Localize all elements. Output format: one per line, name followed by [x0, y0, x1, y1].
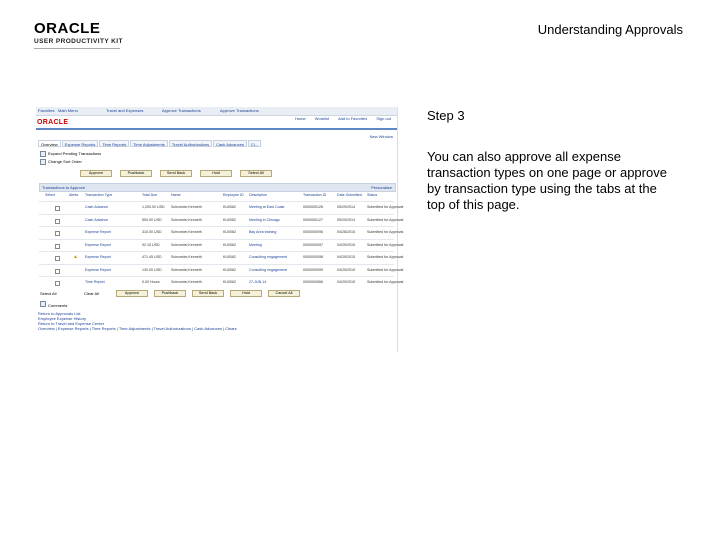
cell-id: 0000000097 — [303, 242, 323, 247]
col-empid[interactable]: Employee ID — [223, 193, 244, 197]
sort-section-label: Change Sort Order — [48, 159, 82, 165]
cell-type[interactable]: Time Report — [85, 280, 105, 284]
warning-icon: ▲ — [73, 254, 78, 260]
row-select-checkbox[interactable] — [55, 231, 60, 236]
pushback-button[interactable]: Pushback — [154, 290, 186, 297]
cell-id: 0000000126 — [303, 205, 323, 209]
cell-desc[interactable]: Meeting in Chicago — [249, 217, 280, 222]
table-row — [39, 276, 404, 289]
bottom-tab-links[interactable]: Overview | Expense Reports | Time Reports | Time Adjustments | Travel Authorizations | Cash Advances | Clears — [38, 326, 237, 331]
cell-type[interactable]: Expense Report — [85, 255, 111, 259]
row-select-checkbox[interactable] — [55, 281, 60, 286]
cell-name: Schroeder,Kenneth — [171, 242, 202, 247]
row-select-checkbox[interactable] — [55, 219, 60, 224]
cell-due: 500.00 USD — [142, 217, 162, 222]
cell-date: 05/29/2014 — [337, 205, 355, 209]
tab-time-reports[interactable]: Time Reports — [99, 140, 129, 147]
cell-status: Submitted for Approval — [367, 267, 404, 272]
page-title: Understanding Approvals — [537, 22, 683, 37]
breadcrumb-item[interactable]: Approve Transactions — [162, 108, 201, 113]
cell-type[interactable]: Expense Report — [85, 242, 111, 247]
col-type[interactable]: Transaction Type — [85, 193, 113, 197]
select-all-button[interactable]: Select All — [240, 170, 272, 177]
breadcrumb-item[interactable]: Favorites — [38, 108, 55, 113]
bottom-links — [38, 311, 237, 331]
cell-due: 0.00 Hours — [142, 280, 160, 284]
select-all-link[interactable]: Select All — [40, 291, 57, 296]
tab-bar — [38, 140, 262, 147]
sort-section[interactable] — [40, 159, 82, 165]
comments-section[interactable] — [40, 301, 67, 308]
send-back-button[interactable]: Send Back — [160, 170, 192, 177]
cell-desc[interactable]: Consulting engagement — [249, 267, 287, 272]
cell-due: 471.45 USD — [142, 255, 162, 259]
table-row — [39, 251, 404, 264]
cell-empid: KU0062 — [223, 267, 236, 272]
expand-icon — [40, 151, 46, 157]
cell-name: Schroeder,Kenneth — [171, 205, 202, 209]
logo-divider — [34, 48, 120, 49]
col-select[interactable]: Select — [45, 193, 55, 197]
table-row — [39, 226, 404, 239]
hold-button[interactable]: Hold — [230, 290, 262, 297]
col-status[interactable]: Status — [367, 193, 378, 197]
step-label: Step 3 — [427, 108, 465, 123]
cell-type[interactable]: Expense Report — [85, 267, 111, 272]
cell-name: Schroeder,Kenneth — [171, 230, 202, 234]
col-total[interactable]: Total Due — [142, 193, 158, 197]
table-row — [39, 264, 404, 277]
cell-type[interactable]: Expense Report — [85, 230, 111, 234]
cell-date: 04/29/2015 — [337, 255, 355, 259]
row-select-checkbox[interactable] — [55, 256, 60, 261]
row-select-checkbox[interactable] — [55, 269, 60, 274]
return-approvals-link[interactable]: Return to Approvals List — [38, 311, 81, 316]
cell-desc[interactable]: Consulting engagement — [249, 255, 287, 259]
cell-status: Submitted for Approval — [367, 255, 404, 259]
breadcrumb-item[interactable]: Travel and Expenses — [106, 108, 144, 113]
tab-time-adjustments[interactable]: Time Adjustments — [130, 140, 168, 147]
grid-title: Transactions to Approve — [42, 185, 85, 190]
cell-id: 0000000099 — [303, 267, 323, 272]
cell-empid: KU0062 — [223, 242, 236, 247]
cell-id: 0000000096 — [303, 230, 323, 234]
breadcrumb-item[interactable]: Main Menu — [58, 108, 78, 113]
expense-history-link[interactable]: Employee Expense History — [38, 316, 87, 321]
oracle-upk-logo — [34, 22, 123, 45]
cell-status: Submitted for Approval — [367, 230, 404, 234]
top-button-row — [80, 170, 280, 177]
approve-button[interactable]: Approve — [116, 290, 148, 297]
step-description: You can also approve all expense transaction types on one page or approve by transaction type using the tabs at the top of this page. — [427, 149, 667, 212]
worklist-link[interactable]: Worklist — [314, 116, 329, 121]
cell-desc[interactable]: Bay Area training — [249, 230, 277, 234]
cell-date: 04/29/2015 — [337, 280, 355, 284]
table-row — [39, 214, 404, 227]
cell-status: Submitted for Approval — [367, 217, 404, 222]
cell-date: 04/28/2015 — [337, 230, 355, 234]
pushback-button[interactable]: Pushback — [120, 170, 152, 177]
cell-due: 92.15 USD — [142, 242, 160, 247]
favorites-link[interactable]: Add to Favorites — [338, 116, 368, 121]
cell-type[interactable]: Cash Advance — [85, 205, 109, 209]
breadcrumb-item[interactable]: Approve Transactions — [220, 108, 259, 113]
tab-cash-advances[interactable]: Cash Advances — [213, 140, 247, 147]
cell-due: 130.00 USD — [142, 267, 162, 272]
col-txid[interactable]: Transaction ID — [303, 193, 327, 197]
cell-empid: KU0062 — [223, 280, 236, 284]
table-row — [39, 239, 404, 252]
cell-date: 04/29/2015 — [337, 267, 355, 272]
grid-column-headers — [39, 192, 394, 200]
tab-overview[interactable]: Overview — [38, 140, 61, 147]
col-desc[interactable]: Description — [249, 193, 267, 197]
col-alerts[interactable]: Alerts — [69, 193, 79, 197]
cell-empid: KU0062 — [223, 205, 236, 209]
breadcrumb — [36, 107, 397, 116]
oracle-mini-logo: ORACLE — [37, 119, 69, 126]
cell-status: Submitted for Approval — [367, 205, 404, 209]
cell-name: Schroeder,Kenneth — [171, 255, 202, 259]
cell-status: Submitted for Approval — [367, 280, 404, 284]
cell-empid: KU0062 — [223, 255, 236, 259]
logo-brand: ORACLE — [34, 20, 101, 37]
cell-id: 0000000066 — [303, 280, 323, 284]
cell-empid: KU0062 — [223, 217, 236, 222]
cell-due: 1,200.00 USD — [142, 205, 165, 209]
cell-desc[interactable]: Meeting — [249, 242, 262, 247]
logo-product: USER PRODUCTIVITY KIT — [34, 38, 123, 45]
comments-label: Comments — [48, 303, 68, 308]
cell-date: 05/29/2014 — [337, 217, 355, 222]
header-links — [287, 116, 391, 121]
expand-icon — [40, 301, 46, 307]
row-select-checkbox[interactable] — [55, 244, 60, 249]
home-link[interactable]: Home — [294, 116, 306, 121]
embedded-screenshot — [36, 107, 404, 352]
approve-button[interactable]: Approve — [80, 170, 112, 177]
cell-name: Schroeder,Kenneth — [171, 217, 202, 222]
row-select-checkbox[interactable] — [55, 206, 60, 211]
table-row — [39, 201, 404, 214]
col-name[interactable]: Name — [171, 193, 181, 197]
header-rule — [36, 128, 397, 130]
cell-desc[interactable]: 27-JUN-14 — [249, 280, 267, 284]
personalize-link[interactable]: Personalize — [371, 185, 392, 190]
cell-name: Schroeder,Kenneth — [171, 280, 202, 284]
tab-expense-reports[interactable]: Expense Reports — [62, 140, 99, 147]
send-back-button[interactable]: Send Back — [192, 290, 224, 297]
expand-icon — [40, 159, 46, 165]
cell-name: Schroeder,Kenneth — [171, 267, 202, 272]
cell-empid: KU0062 — [223, 230, 236, 234]
tab-travel-authorizations[interactable]: Travel Authorizations — [169, 140, 212, 147]
cell-id: 0000000098 — [303, 255, 323, 259]
cell-status: Submitted for Approval — [367, 242, 404, 247]
tab-more[interactable]: Cl... — [248, 140, 261, 147]
hold-button[interactable]: Hold — [200, 170, 232, 177]
new-window-link[interactable]: New Window — [369, 134, 393, 139]
return-center-link[interactable]: Return to Travel and Expense Center — [38, 321, 105, 326]
signout-link[interactable]: Sign out — [376, 116, 391, 121]
clear-all-link[interactable]: Clear All — [84, 291, 99, 296]
cell-desc[interactable]: Meeting at East Coast — [249, 205, 285, 209]
col-date[interactable]: Date Submitted — [337, 193, 362, 197]
pending-section-label: Expand Pending Transactions — [48, 151, 102, 157]
grid-header — [39, 183, 396, 192]
cell-date: 04/29/2015 — [337, 242, 355, 247]
pending-section[interactable] — [40, 151, 101, 157]
cell-due: 310.00 USD — [142, 230, 162, 234]
cell-id: 0000000127 — [303, 217, 323, 222]
cell-type[interactable]: Cash Advance — [85, 217, 109, 222]
cancel-all-button[interactable]: Cancel All — [268, 290, 300, 297]
